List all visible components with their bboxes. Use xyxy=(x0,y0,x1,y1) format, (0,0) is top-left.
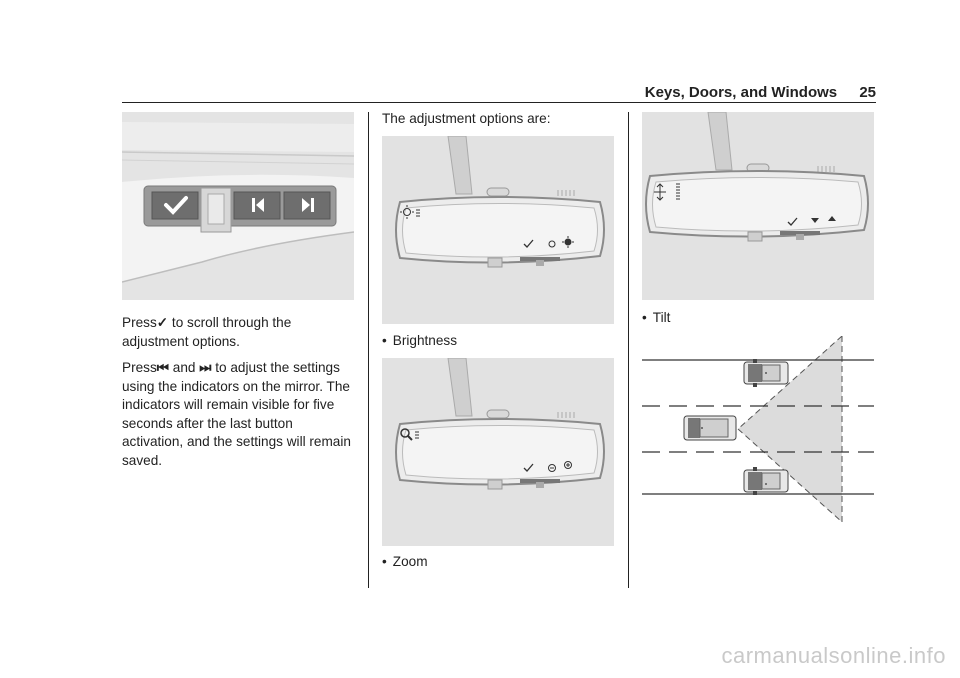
adjustment-options-intro: The adjustment options are: xyxy=(382,111,551,126)
column-divider-right xyxy=(628,112,629,588)
mirror-brightness-illustration xyxy=(382,136,614,324)
bullet-dot: • xyxy=(382,333,387,348)
paragraph-scroll: Press✓ to scroll through the adjustment options. xyxy=(122,315,292,349)
check-icon: ✓ xyxy=(156,315,169,330)
bullet-dot: • xyxy=(382,554,387,569)
previous-icon: ⏮ xyxy=(156,360,169,375)
mirror-buttons-illustration xyxy=(122,112,354,300)
mirror-zoom-illustration xyxy=(382,358,614,546)
page-number: 25 xyxy=(859,84,876,101)
bullet-brightness: • Brightness xyxy=(382,333,457,348)
next-icon: ⏭ xyxy=(199,360,212,375)
tilt-field-of-view-diagram xyxy=(642,336,874,522)
mirror-tilt-illustration xyxy=(642,112,874,300)
left-column-text xyxy=(122,314,354,478)
column-divider-left xyxy=(368,112,369,588)
paragraph-adjust: Press⏮ and ⏭ to adjust the settings using the indicators on the mirror. The indicators will remain visible for five seconds after the last button activation, and the settings will remain saved. xyxy=(122,360,351,468)
header-rule xyxy=(122,102,876,103)
bullet-dot: • xyxy=(642,310,647,325)
bullet-tilt: • Tilt xyxy=(642,310,671,325)
page-header xyxy=(0,84,876,101)
bullet-zoom: • Zoom xyxy=(382,554,428,569)
watermark: carmanualsonline.info xyxy=(721,643,946,668)
section-title: Keys, Doors, and Windows xyxy=(644,84,838,101)
